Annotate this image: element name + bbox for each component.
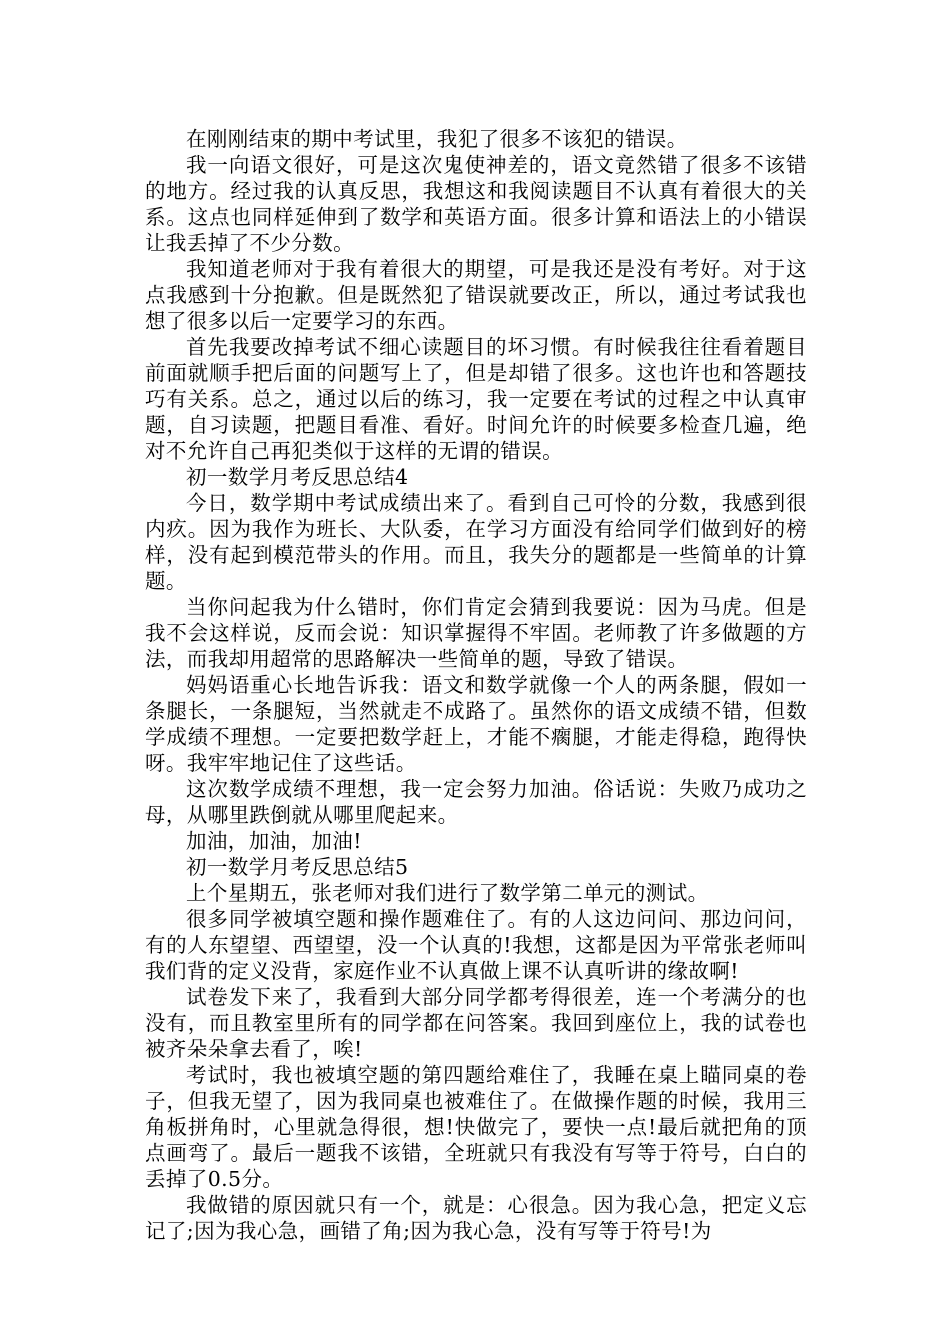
paragraph: 加油，加油，加油!	[186, 829, 362, 853]
paragraph: 这次数学成绩不理想，我一定会努力加油。俗话说：失败乃成功之母，从哪里跌倒就从哪里爬起来。	[145, 777, 807, 827]
section-heading-4: 初一数学月考反思总结4	[186, 465, 409, 489]
paragraph: 上个星期五，张老师对我们进行了数学第二单元的测试。	[186, 881, 709, 905]
document-body	[145, 126, 807, 1244]
paragraph: 我一向语文很好，可是这次鬼使神差的，语文竟然错了很多不该错的地方。经过我的认真反思，我想这和我阅读题目不认真有着很大的关系。这点也同样延伸到了数学和英语方面。很多计算和语法上的小错误让我丢掉了不少分数。	[145, 153, 807, 255]
paragraph: 今日，数学期中考试成绩出来了。看到自己可怜的分数，我感到很内疚。因为我作为班长、大队委，在学习方面没有给同学们做到好的榜样，没有起到模范带头的作用。而且，我失分的题都是一些简单的计算题。	[145, 491, 807, 593]
paragraph: 我知道老师对于我有着很大的期望，可是我还是没有考好。对于这点我感到十分抱歉。但是既然犯了错误就要改正，所以，通过考试我也想了很多以后一定要学习的东西。	[145, 257, 807, 333]
paragraph: 考试时，我也被填空题的第四题给难住了，我睡在桌上瞄同桌的卷子，但我无望了，因为我同桌也被难住了。在做操作题的时候，我用三角板拼角时，心里就急得很，想!快做完了，要快一点!最后就把角的顶点画弯了。最后一题我不该错，全班就只有我没有写等于符号，白白的丢掉了0.5分。	[145, 1063, 807, 1191]
paragraph: 当你问起我为什么错时，你们肯定会猜到我要说：因为马虎。但是我不会这样说，反而会说：知识掌握得不牢固。老师教了许多做题的方法，而我却用超常的思路解决一些简单的题，导致了错误。	[145, 595, 807, 671]
paragraph: 妈妈语重心长地告诉我：语文和数学就像一个人的两条腿，假如一条腿长，一条腿短，当然就走不成路了。虽然你的语文成绩不错，但数学成绩不理想。一定要把数学赶上，才能不瘸腿，才能走得稳，跑得快呀。我牢牢地记住了这些话。	[145, 673, 807, 775]
paragraph: 首先我要改掉考试不细心读题目的坏习惯。有时候我往往看着题目前面就顺手把后面的问题写上了，但是却错了很多。这也许也和答题技巧有关系。总之，通过以后的练习，我一定要在考试的过程之中认真审题，自习读题，把题目看准、看好。时间允许的时候要多检查几遍，绝对不允许自己再犯类似于这样的无谓的错误。	[145, 335, 807, 463]
paragraph: 我做错的原因就只有一个，就是：心很急。因为我心急，把定义忘记了;因为我心急，画错了角;因为我心急，没有写等于符号!为	[145, 1193, 807, 1243]
paragraph: 在刚刚结束的期中考试里，我犯了很多不该犯的错误。	[186, 127, 688, 151]
paragraph: 试卷发下来了，我看到大部分同学都考得很差，连一个考满分的也没有，而且教室里所有的同学都在问答案。我回到座位上，我的试卷也被齐朵朵拿去看了，唉!	[145, 985, 807, 1061]
paragraph: 很多同学被填空题和操作题难住了。有的人这边问问、那边问问，有的人东望望、西望望，没一个认真的!我想，这都是因为平常张老师叫我们背的定义没背，家庭作业不认真做上课不认真听讲的缘故啊!	[145, 907, 807, 983]
section-heading-5: 初一数学月考反思总结5	[186, 855, 409, 879]
